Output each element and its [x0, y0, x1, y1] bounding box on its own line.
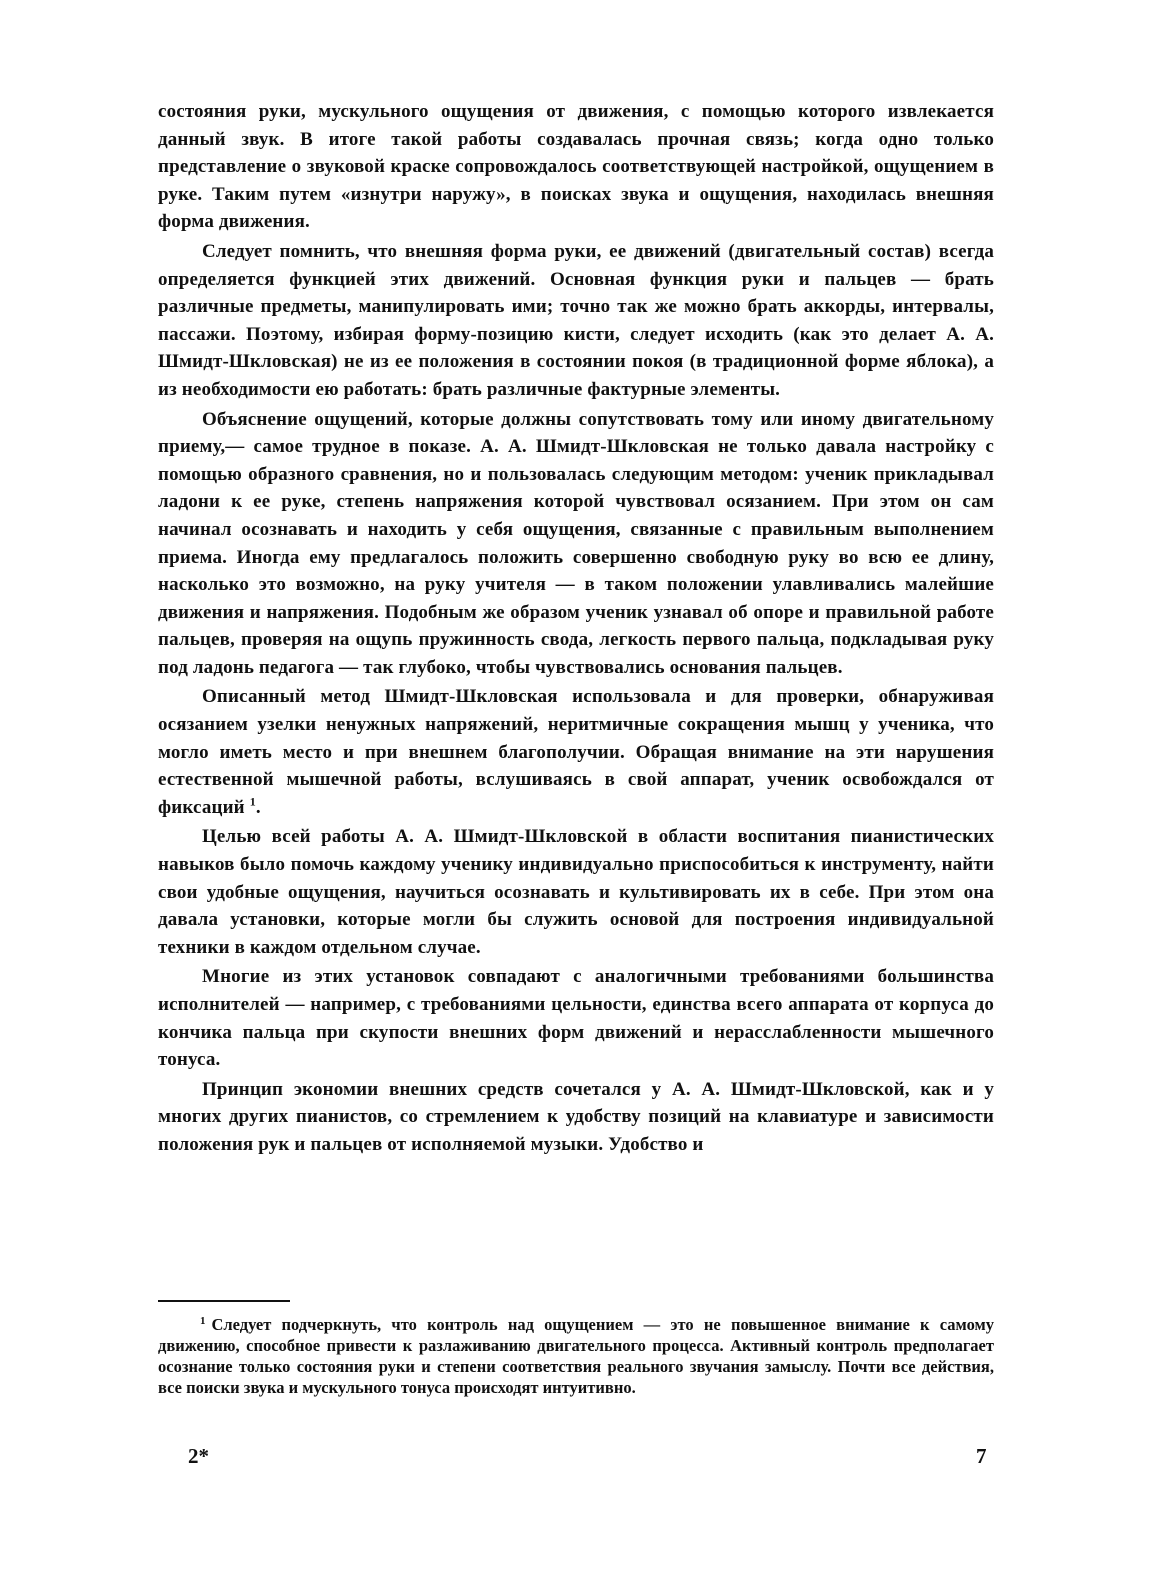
paragraph-2: Следует помнить, что внешняя форма руки, ее движений (двигательный состав) всегда определяется функцией этих движений. Основная функция руки и пальцев — брать различные предметы, манипулировать ими; точно так же можно брать аккорды, интервалы, пассажи. Поэтому, избирая форму-позицию кисти, следует исходить (как это делает А. А. Шмидт-Шкловская) не из ее положения в состоянии покоя (в традиционной форме яблока), а из необходимости ею работать: брать различные фактурные элементы. [158, 240, 994, 400]
main-text [158, 98, 994, 1159]
paragraph-4-text: Описанный метод Шмидт-Шкловская использовала и для проверки, обнаруживая осязанием узелки ненужных напряжений, неритмичные сокращения мышц у ученика, что могло иметь место и при внешнем благополучии. Обращая внимание на эти нарушения естественной мышечной работы, вслушиваясь в свой аппарат, ученик освобождался от фиксаций [158, 686, 994, 818]
paragraph-3: Объяснение ощущений, которые должны сопутствовать тому или иному двигательному приему,— самое трудное в показе. А. А. Шмидт-Шкловская не только давала настройку с помощью образного сравнения, но и пользовалась следующим методом: ученик прикладывал ладони к ее руке, степень напряжения которой чувствовал осязанием. При этом он сам начинал осознавать и находить у себя ощущения, связанные с правильным выполнением приема. Иногда ему предлагалось положить совершенно свободную руку во всю ее длину, насколько это возможно, на руку учителя — в таком положении улавливались малейшие движения и напряжения. Подобным же образом ученик узнавал об опоре и правильной работе пальцев, проверяя на ощупь пружинность свода, легкость первого пальца, подкладывая руку под ладонь педагога — так глубоко, чтобы чувствовались основания пальцев. [158, 408, 994, 678]
footnote-text: Следует подчеркнуть, что контроль над ощущением — это не повышенное внимание к самому движению, способное привести к разлаживанию двигательного процесса. Активный контроль предполагает осознание только состояния руки и степени соответствия реального звучания замыслу. Почти все действия, все поиски звука и мускульного тонуса происходят интуитивно. [158, 1315, 994, 1397]
page-number: 7 [976, 1444, 987, 1468]
paragraph-6: Многие из этих установок совпадают с аналогичными требованиями большинства исполнителей — например, с требованиями цельности, единства всего аппарата от корпуса до кончика пальца при скупости внешних форм движений и нерасслабленности мышечного тонуса. [158, 966, 994, 1071]
footnote-divider [158, 1300, 290, 1302]
paragraph-4 [158, 683, 994, 821]
footnote [158, 1314, 994, 1398]
paragraph-1: состояния руки, мускульного ощущения от движения, с помощью которого извлекается данный звук. В итоге такой работы создавалась прочная связь; когда одно только представление о звуковой краске сопровождалось соответствующей настройкой, ощущением в руке. Таким путем «изнутри наружу», в поисках звука и ощущения, находилась внешняя форма движения. [158, 101, 994, 233]
paragraph-7: Принцип экономии внешних средств сочетался у А. А. Шмидт-Шкловской, как и у многих других пианистов, со стремлением к удобству позиций на клавиатуре и зависимости положения рук и пальцев от исполняемой музыки. Удобство и [158, 1078, 994, 1155]
paragraph-4-end: . [255, 796, 261, 818]
footnote-reference[interactable]: 1 [249, 794, 256, 809]
printer-signature: 2* [188, 1444, 209, 1468]
footnote-marker: 1 [200, 1314, 206, 1327]
paragraph-5: Целью всей работы А. А. Шмидт-Шкловской в области воспитания пианистических навыков было помочь каждому ученику индивидуально приспособиться к инструменту, найти свои удобные ощущения, научиться осознавать и культивировать их в себе. При этом она давала установки, которые могли бы служить основой для построения индивидуальной техники в каждом отдельном случае. [158, 826, 994, 958]
